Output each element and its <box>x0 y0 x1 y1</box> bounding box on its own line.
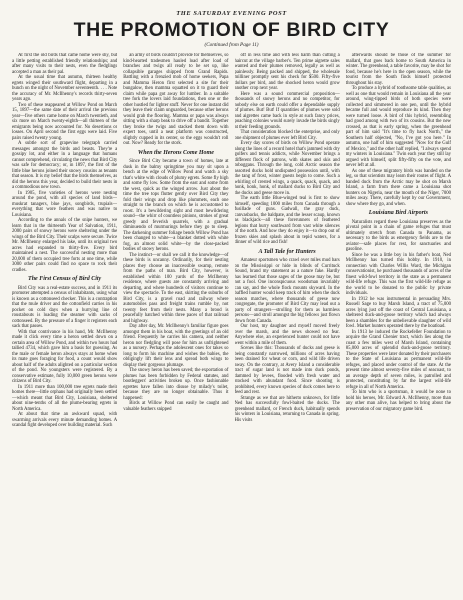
paragraph: The earth little Blue-winged teal is first to show himself, speeding 1000 miles from Canada through a fusillade of guns. Gadwall, the gray duck, canvasbacks, the baldpate, and the lesser scaup, known as blackjack—all these forerunners of feathered legions that hurry southward from vast white silences of the north. And how they do enjoy it—to drop out of frozen skies and splash about in tepid waters, for a dinner of wild rice and fish! <box>234 196 340 245</box>
paragraph: That consideration blocked the enterprise, and only one shipment of plumes ever left Bird City. <box>234 130 340 141</box>
paragraph: Here was a sound commercial proposition—thousands of snowy herons and no competitor, for nobody else on earth could offer a dependable supply of plumes. But! But! If quantities of plumes were sold and aigrettes came back in style at such fancy prices, poaching colonies would surely invade the birds singly at their feeding grounds. <box>234 91 340 130</box>
paragraph: Amateur sportsmen who crawl over miles mud bars on the Mississippi or hide in blinds of Currituck Sound, brand my statement as a nature fake. Hardly has learned that those sages of the goose may be, but not a fool. One inconspicuous woodsman invariably can say, and the whole flock mounts skyward. In the baffled hunter would keep track of him when the duck season marches, where thousands of geese now congregate, the promoter of Bird City may lead out a party of strangers—strolling for them as harmless persons—and stroll amongst the big fellows just flown down from Canada. <box>234 258 340 324</box>
paragraph: afterwards should be those of the summer for mallard, that goes back home to South America in winter. The greenhead, a table favorite, may be shot for food, because he's here in the open season, while the tourist from the South finds himself protected throughout his stay. <box>345 53 451 86</box>
paragraph: Our host, my daughter and myself moved freely over the marsh, and the news showed no fear. Anywhere else, an experienced hunter could not have went within a mile of them. <box>234 324 340 346</box>
paragraph: In 1913 he induced the Rockefeller Foundation to acquire the Grand Chenier tract, which lies along the coast a few miles west of Marsh Island, containing 85,000 acres of splendid duck-and-goose territory. These properties were later donated by their purchasers to the State of Louisiana as permanent wild-life refuges, and placed under control of the state. At the present time almost seventy-five miles of seacoast, to an average depth of seven miles, is patrolled and protected, constituting by far the largest wild-life refuge in all of North America. <box>345 329 451 390</box>
column-3 <box>235 53 340 598</box>
paragraph: Naturalists regard these Louisiana preserves as the pivotal point in a chain of game refuges that must ultimately stretch from Canada to Panama, as necessary to the birds as emergency fields are to the aviator—safe places for rest, for sanctuaries and gasoline. <box>345 219 451 252</box>
paragraph: Since Bird City became a town of homes, late at dusk in the balmy springtime you may sit upon a bench at the edge of Willow Pond and watch a sky that's white with clouds of plumy egrets. Some fly high and some fly low. Some from the east and some from the west, quick as the winged arrow. Just about the time the tree tops flutter gently over Bird City they fold their wings and drop like plummets, each one straight to the branch on which he is accustomed to roost. It's a bewildering sight and most bewildering sound—the whirr of countless pinions, strokes of great greedy and feverish quarrels, with a gradual diminuendo of murmurings before they go to sleep. The darkening summer foliage bends Willow Pond has been changed to white—a blanket dotted with white fog, an almost solid white—by the close-packed bodies of snowy herons. <box>123 159 229 252</box>
masthead: THE SATURDAY EVENING POST <box>176 10 287 17</box>
paragraph: As one of these migratory birds was banded on the leg, so that scientists may learn their routes of flight. A banded duck from the Arctic may be shot on Marsh Island, a farm from there came a Louisiana shot hunters on Nigeria, near the mouth of the Niger, 7000 miles away. There, carefully kept by our Government, show where they go, and when. <box>345 168 451 207</box>
column-4 <box>346 53 451 598</box>
article-columns <box>12 53 451 598</box>
paragraph: With that contrivance in his hand, Mr. McIlhenny made it click every time a heron settled down on a certain area of Willow Pond, and within two hours had tallied 4734, which gave him a basis for guessing. As the male or female heron always stays at home when its mate goes foraging for food, a count would show about half of the adults alighted on a particular section of the pond. No youngsters were registered. By a conservative estimate, fully 10,000 green herons were citizens of Bird City. <box>12 329 118 384</box>
section-subhead: Louisiana Bird Airports <box>368 210 428 216</box>
paragraph: Scenes like this: Thousands of ducks and geese is being constantly narrowed, millions of acres having been drained for wheat or corn, and wild life driven away. On the contrary, at Avery Island a considerable tract of sugar land is not made into duck ponds, dammed by levees, flooded with fresh water and stocked with abundant food. Since shooting is prohibited, every known species of duck comes here to feed and rest. <box>234 346 340 395</box>
paragraph: Birds at Willow Pond can easily be caught and valuable feathers snipped <box>123 401 229 412</box>
paragraph: In 1911 more than 100,000 tree egrets made their homes there—little orphans had originally been settled—which meant that Bird City, Louisiana, sheltered about nine-tenths of all the plume-bearing egrets in North America. <box>12 384 118 412</box>
column-2 <box>123 53 228 598</box>
paragraph: The snowy heron has been saved; the exportation of plumes has been forbidden by Federal statutes, and bootleggers' activities broken up. Once fashionable egrettes have fallen into disuse by milady's toilet, because they are no longer obtainable. Thus it happened: <box>123 368 229 401</box>
column-1 <box>12 53 117 598</box>
paragraph: Bird City was a real-estate success, and in 1911 its promoter attempted a census of inhabitants, using what is known as a cottonseed checker. This is a contraption that the mule driver and the cottonfield carries in his pocket on cold days when a hurrying line of roustabouts is loading the steamer with sacks of cottonseed. By the pressure of a finger it registers each sack that passes. <box>12 285 118 329</box>
paragraph: Strange as we that are hitherto unknown, for little Ned has successfully fowl-baited the ducks. The greenhead mallard, or French duck, habitually spends his winters in Louisiana, returning to Canada in spring. His visits <box>234 395 340 423</box>
section-subhead: The First Census of Bird City <box>28 276 102 282</box>
paragraph: A subtle sort of grapevine telegraph carried messages amongst the birds and beasts. They're a gossipy lot, and either in a language that humans cannot comprehend, circulating the news that Bird City was safe for democracy; or, in 1897, the first of the little blue herons joined their snowy cousins as tenants that season. It is my belief that the birds themselves, as did the herons this year, decided to build their nests in a commodious new town. <box>12 141 118 190</box>
paragraph: an army of birds couldn't provide for themselves, so kind-hearted tradesmen hauled load after load of branches and twigs all ready to be set up, like collapsible garages shipped from Grand Rapids. Battling with a frenzied mob of home seekers, Papa and Mamma Heron first selected a site for their bungalow, then mamma squatted on it to guard their claim while papa got away for lumber. In a suitable tree fork the lovers laid foundations, then one or the other hustled for lighter stuff. Never for one instant did they leave their claim unguarded, because other herons would grab the flooring. Mamma or papa was always sitting with a sharp beak to drive off a bandit. Together they broke the twigs and stacked them down with expert toes, until a neat platform was constructed, slightly cupped in its center, so the eggs wouldn't roll out. Now? Ready for the stork. <box>123 53 229 146</box>
paragraph: To produce a hybrid of toothsome table qualities, as well as one that would remain in Louisiana all the year around, wing-tipped birds of both species were collected and simmered in one pen, until the hybrid became full and would reproduce its kind. Then they were turned loose. A bird of this hybrid, resembling had good among with two of its cousins. But the new crossed, as that is early spring, when the greenhead part of him said "It's time to fly back North," the Southern half objected, "No, I've got you here." In autumn, one half of him suggested "Now for the Gulf of Mexico," and the other half replied, "I always spend my winters in Louisiana." Twin each year they still lay argued with himself, split fifty-fifty on the vote, and never left at all. <box>345 86 451 168</box>
paragraph: off in less time and with less harm than cutting a haircut at the village barber's. Ten prime aigrette sales wanted and their plumes removed, legally as well as painlessly. Being packed and shipped, the wholesale milliner promptly sent his check for $500. Fifty-five dollars per bird, and the shocked heron would grow another crop next year. <box>234 53 340 91</box>
paragraph: According to the annals of the snipe hunters, we learn that in the thirteenth Year of Salvation, 1911, 2000 pairs of snowy herons were sheltering under the wings of the Bird City. Their scalps were secure. Twice Mr. McIlhenny enlarged his lake, until its original two acres had expanded to thirty-five. Every bird maintained a nest. The successful nesting more than 20,000 of them occupied tree forts at one time, while 3000 other pairs could find no space to rock their cradles. <box>12 218 118 273</box>
article-title: THE PROMOTION OF BIRD CITY <box>73 19 390 41</box>
paragraph: To him who is a sportsman, it would be none to hold his heroes, Mr. Edward A. McIlhenny, more than any other man alive, has helped to bring about the preservation of our migratory game bird. <box>345 390 451 412</box>
paragraph: In 1905, five varieties of herons were nesting around the pond, with all species of land birds—muskrat tanagers, blue jays, songbirds, trupials—everything that wore feathers and was native to Louisiana. <box>12 190 118 218</box>
paragraph: At about that time an awkward squad, with swarming arrivals every minute demanding homes. A scandal fight developed over building material. Such <box>12 412 118 428</box>
paragraph: The instinct—or shall we call it the knowledge—of these birds is uncanny. Ordinarily, for their nesting places they choose an inaccessible swamp, remote from the paths of man. Bird City, however, is established within 100 yards of the McIlhenny residence, where guests are constantly arriving and departing, and where hundreds of visitors continue to view the spectacle. To the east, skirting the suburbs of Bird City, is a gravel road and railway where automobiles pass and freight trains rumble by, not twenty feet from their nests. Many a brood is peacefully hatched within three paces of that railroad and highway. <box>123 252 229 324</box>
paragraph: At the usual time that autumn, thirteen healthy egrets winged their southward flight, departing in a bunch on the night of November seventeenth. . . . Note the accuracy of Mr. McIlhenny's records thirty-seven years ago. <box>12 75 118 102</box>
paragraph: Every day scores of birds on Willow Pond operate along the lines of a record hotel that's jammed with dry golfers and tennis addicts, while November brings a different flock of patrons, with skates and skis and toboggans. Through the long, cold Arctic season the assorted ducks hold undisputed possession until, with the tang of frost, winter guests begin to come. Such a whirling of crested wings, a quack, quack, quack, and honk, honk, honk, of mallard ducks to Bird City and the ducks and geese move in. <box>234 141 340 196</box>
section-subhead: When the Herons Come Home <box>137 149 214 156</box>
paragraph: Two of these reappeared at Willow Pond on March 15, 1897—the same date of their arrival the previous year—five others came home on March twentieth, and six more on March twenty-eighth—all thirteen of the emigrants being now accounted for. No desertions or losses. On April second the first eggs were laid. Five pairs raised twenty young. <box>12 102 118 141</box>
continued-note: (Continued from Page 11) <box>204 42 259 48</box>
paragraph: Since he was a little boy in his father's boat, Ned McIlhenny has turned this hobby. In 1910, in connection with Charles Willis Ward, the Michigan conservationist, he purchased thousands of acres of the finest wild-fowl territory in the state as a permanent wild-life refuge. This was the first wild-life refuge as the world to be donated to the public by private individuals. <box>345 252 451 296</box>
paragraph: In 1912 he was instrumental in persuading Mrs. Russell Sage to buy Marsh Island, a tract of 75,000 acres lying just off the coast of Central Louisiana, a sheltered duck-and-goose territory which had always been a shambles for the unbelievable slaughter of wild fowl. Market hunters operated there by the boatload. <box>345 296 451 329</box>
paragraph: Day after day, Mr. McIlhenny's familiar figure goes amongst them in his boat, with the greetings of an old friend. Frequently he carries his camera, and neither heron nor fledgling will pose for him as unfrightened as a nursery. Perhaps the adolescent ones for takes so long to form his machine and wishes the babies, the obligingly lift their lens and spread both wings to display their gorgeous plumage. <box>123 324 229 368</box>
section-subhead: A Tall Tale for Hunters <box>258 248 316 255</box>
paragraph: At first the old birds that came home were shy, but a little petting established friendly relationships; and after many visits to their nests, even the fledglings accepted a man as their pal. <box>12 53 118 75</box>
